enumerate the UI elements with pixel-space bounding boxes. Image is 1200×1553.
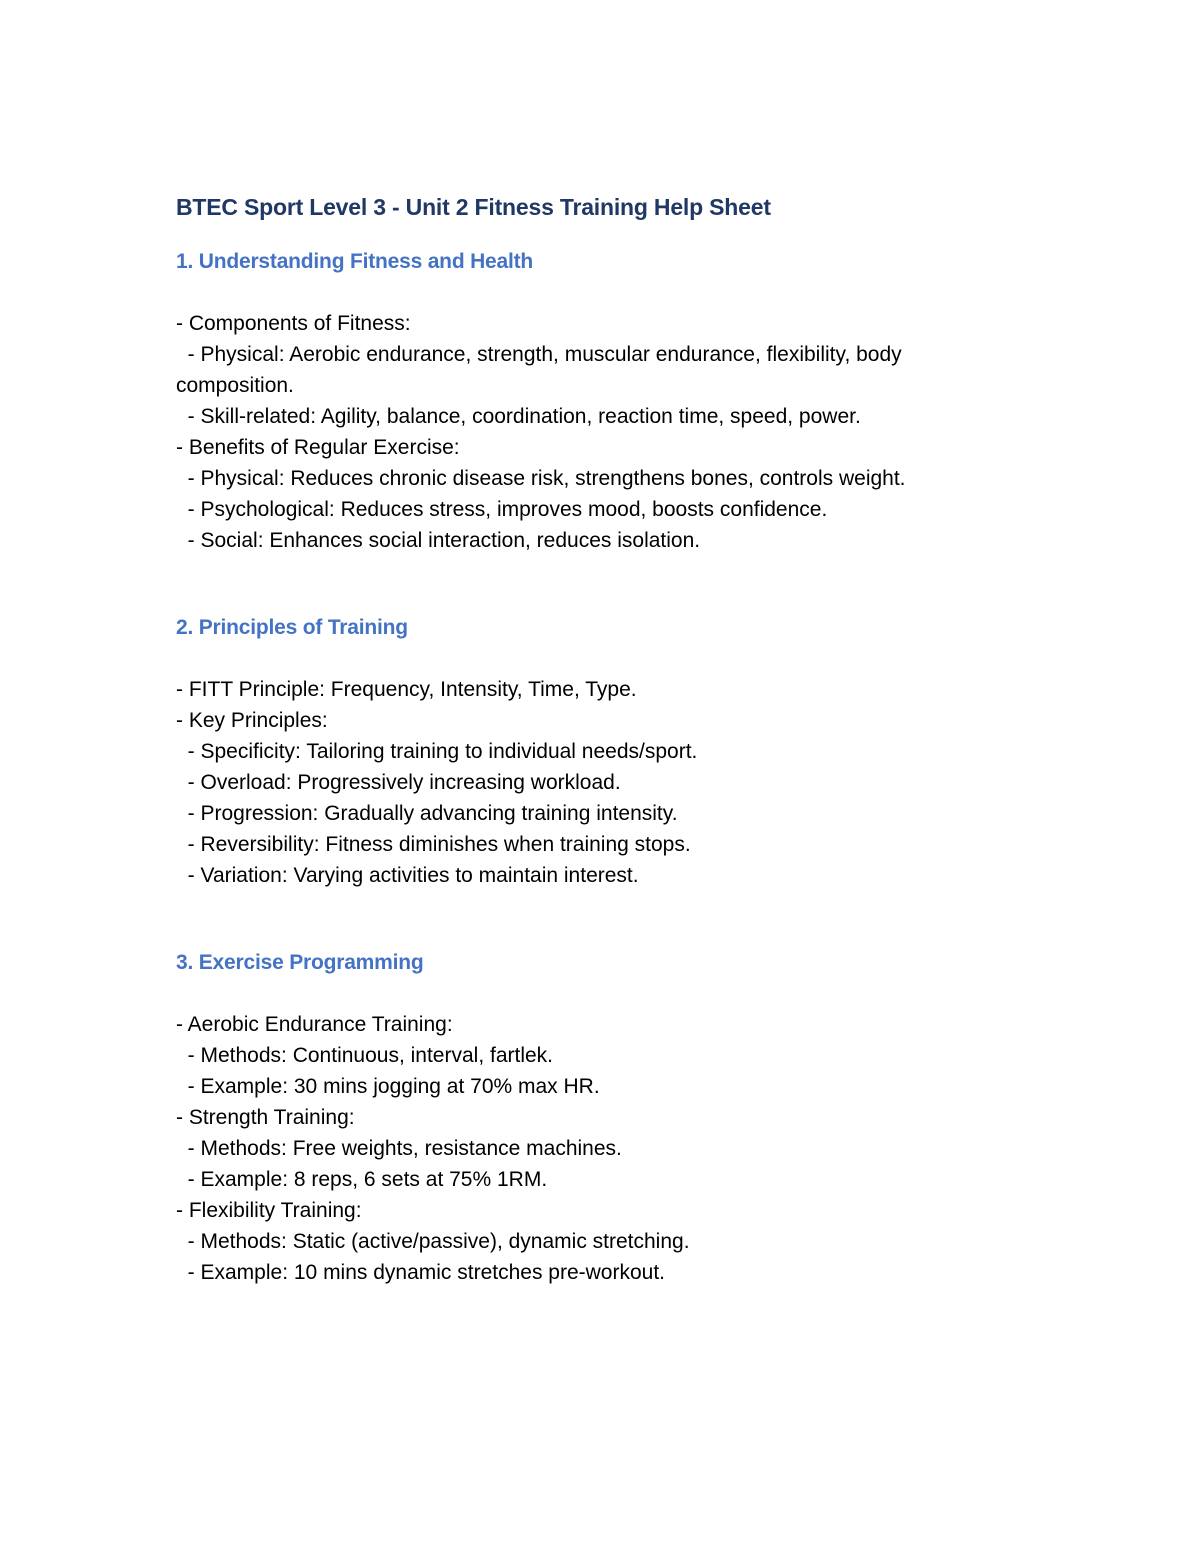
list-item: - Strength Training: — [176, 1106, 355, 1129]
list-item: - Methods: Continuous, interval, fartlek. — [176, 1044, 554, 1067]
section-heading-exercise-programming: 3. Exercise Programming — [176, 951, 424, 974]
list-item: - Example: 30 mins jogging at 70% max HR. — [176, 1075, 600, 1098]
list-item: - Flexibility Training: — [176, 1199, 362, 1222]
list-item: - Key Principles: — [176, 709, 328, 732]
list-item: - Overload: Progressively increasing workload. — [176, 771, 621, 794]
list-item: - Methods: Static (active/passive), dynamic stretching. — [176, 1230, 690, 1253]
list-item: - FITT Principle: Frequency, Intensity, Time, Type. — [176, 678, 637, 701]
section-body-fitness-health — [176, 308, 1016, 556]
list-item: - Aerobic Endurance Training: — [176, 1013, 453, 1036]
list-item: - Reversibility: Fitness diminishes when training stops. — [176, 833, 691, 856]
list-item: - Components of Fitness: — [176, 312, 411, 335]
list-item: - Benefits of Regular Exercise: — [176, 436, 460, 459]
list-item: - Variation: Varying activities to maintain interest. — [176, 864, 639, 887]
section-heading-principles-training: 2. Principles of Training — [176, 616, 408, 639]
list-item: - Social: Enhances social interaction, reduces isolation. — [176, 529, 701, 552]
list-item: - Physical: Aerobic endurance, strength, muscular endurance, flexibility, body composition. — [176, 343, 908, 397]
list-item: - Physical: Reduces chronic disease risk, strengthens bones, controls weight. — [176, 467, 906, 490]
section-body-principles-training — [176, 674, 1016, 891]
list-item: - Specificity: Tailoring training to individual needs/sport. — [176, 740, 698, 763]
list-item: - Example: 8 reps, 6 sets at 75% 1RM. — [176, 1168, 548, 1191]
list-item: - Methods: Free weights, resistance machines. — [176, 1137, 622, 1160]
document-title: BTEC Sport Level 3 - Unit 2 Fitness Training Help Sheet — [176, 194, 771, 220]
list-item: - Skill-related: Agility, balance, coordination, reaction time, speed, power. — [176, 405, 861, 428]
list-item: - Psychological: Reduces stress, improves mood, boosts confidence. — [176, 498, 828, 521]
section-body-exercise-programming — [176, 1009, 1016, 1288]
list-item: - Example: 10 mins dynamic stretches pre-workout. — [176, 1261, 666, 1284]
section-heading-fitness-health: 1. Understanding Fitness and Health — [176, 250, 534, 273]
document-page — [176, 188, 1016, 1288]
list-item: - Progression: Gradually advancing training intensity. — [176, 802, 678, 825]
